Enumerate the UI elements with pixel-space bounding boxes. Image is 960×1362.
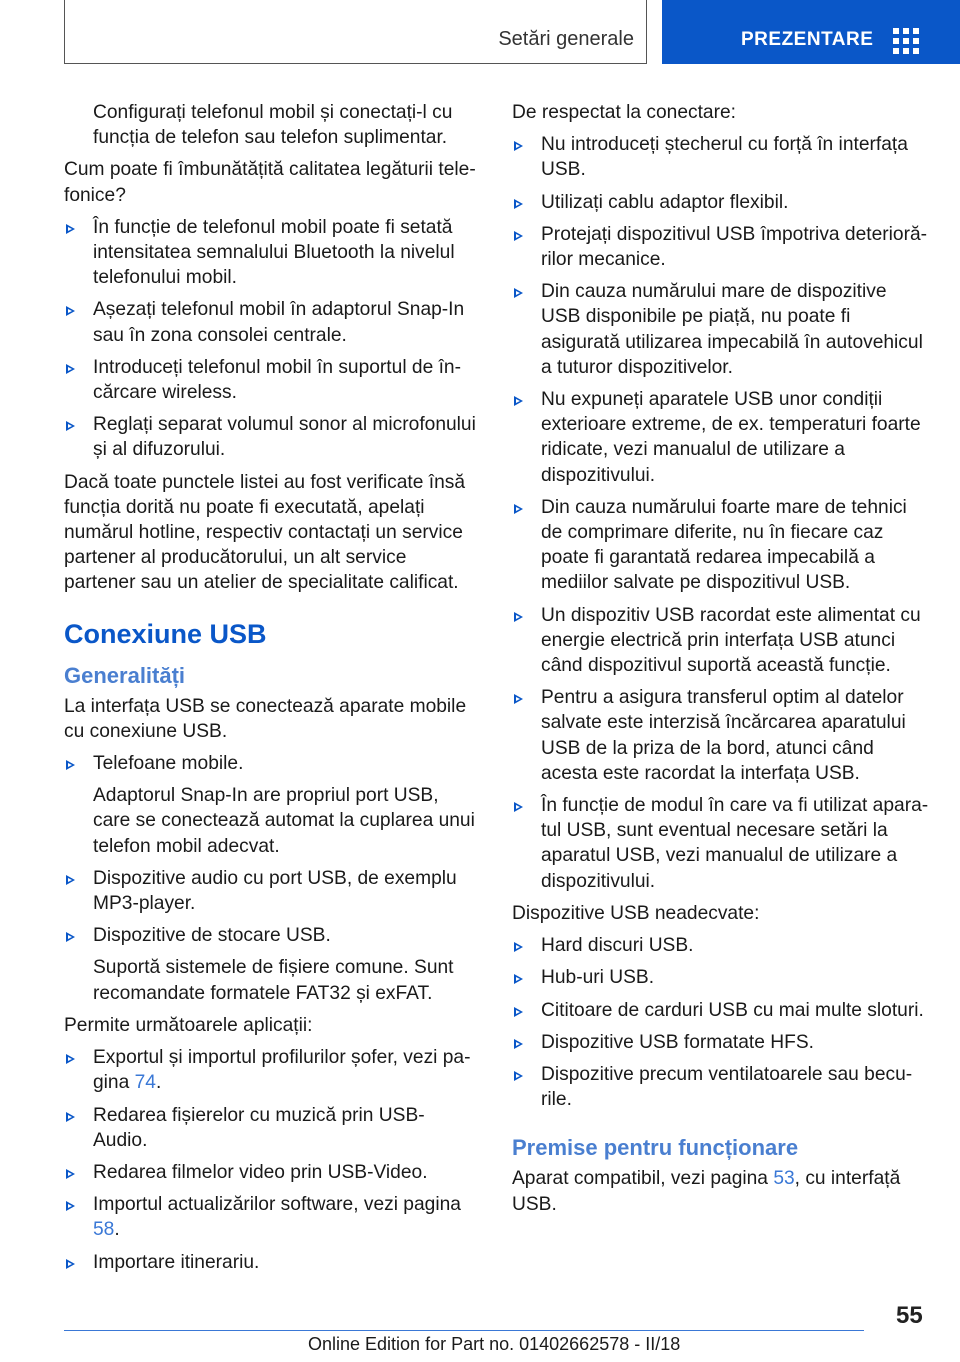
list-item: Pentru a asigura transferul optim al datelor salvate este interzisă încărcarea aparatului USB de la priza de la bord, atunci când acesta este racordat la interfața USB. xyxy=(512,685,930,786)
list-item: Dispozitive audio cu port USB, de exemplu MP3-player. xyxy=(64,866,479,916)
unsuitable-title: Dispozitive USB neadecvate: xyxy=(512,902,760,924)
triangle-bullet-icon xyxy=(66,1201,75,1211)
list-item: Așezați telefonul mobil în adaptorul Snap-In sau în zona consolei centrale. xyxy=(64,297,479,347)
footer-divider xyxy=(64,1330,864,1331)
list-item: În funcție de modul în care va fi utilizat aparatul USB, sunt eventual necesare setări la aparatul USB, vezi manualul de utilizare a dispozitivului. xyxy=(512,793,930,894)
list-item: Telefoane mobile. Adaptorul Snap-In are propriul port USB, care se conectează automat la cuplarea unui telefon mobil adecvat. xyxy=(64,751,479,859)
triangle-bullet-icon xyxy=(514,396,523,406)
section-heading: Conexiune USB xyxy=(64,618,267,649)
list-item: Protejați dispozitivul USB împotriva deteriorărilor mecanice. xyxy=(512,222,930,272)
list-item: Introduceți telefonul mobil în suportul de încărcare wireless. xyxy=(64,355,479,405)
triangle-bullet-icon xyxy=(514,504,523,514)
list-item: Utilizați cablu adaptor flexibil. xyxy=(512,190,930,215)
triangle-bullet-icon xyxy=(66,306,75,316)
triangle-bullet-icon xyxy=(514,612,523,622)
unsuitable-list xyxy=(512,933,930,1112)
connect-list xyxy=(512,132,930,894)
list-item-note: Suportă sistemele de fișiere comune. Sunt recomandate formatele FAT32 și exFAT. xyxy=(93,957,454,1004)
list-item: Cititoare de carduri USB cu mai multe sloturi. xyxy=(512,998,930,1023)
page-number: 55 xyxy=(896,1302,923,1329)
triangle-bullet-icon xyxy=(514,288,523,298)
list-item: Importare itinerariu. xyxy=(64,1250,479,1275)
triangle-bullet-icon xyxy=(66,932,75,942)
triangle-bullet-icon xyxy=(514,802,523,812)
page-link[interactable]: 53 xyxy=(773,1168,795,1190)
devices-list xyxy=(64,751,479,1006)
grid-icon[interactable] xyxy=(893,28,919,54)
hotline-text: Dacă toate punctele listei au fost verificate însă funcția dorită nu poate fi executată, apelați numărul hotline, respectiv contactați un service partener al producătorului, un alt service partener sau un atelier de specialitate calificat. xyxy=(64,471,466,594)
apps-list xyxy=(64,1045,479,1275)
list-item: Hub-uri USB. xyxy=(512,965,930,990)
footer-edition: Online Edition for Part no. 01402662578 - II/18 xyxy=(308,1334,681,1354)
premise-text: Aparat compatibil, vezi pagina 53, cu interfață USB. xyxy=(512,1168,901,1215)
triangle-bullet-icon xyxy=(514,694,523,704)
list-item: Dispozitive de stocare USB. Suportă sistemele de fișiere comune. Sunt recomandate formatele FAT32 și exFAT. xyxy=(64,923,479,1006)
triangle-bullet-icon xyxy=(514,942,523,952)
triangle-bullet-icon xyxy=(514,1071,523,1081)
list-item: Hard discuri USB. xyxy=(512,933,930,958)
list-item: Nu introduceți ștecherul cu forță în interfața USB. xyxy=(512,132,930,182)
triangle-bullet-icon xyxy=(66,1112,75,1122)
header-chapter-title: PREZENTARE xyxy=(741,29,874,50)
page-link[interactable]: 58 xyxy=(93,1219,115,1241)
apps-intro-text: Permite următoarele aplicații: xyxy=(64,1014,313,1036)
header-section-box xyxy=(64,0,647,64)
list-item: Din cauza numărului foarte mare de tehnici de comprimare diferite, nu în fiecare caz poate fi garantată redarea impecabilă a mediilor salvate pe dispozitivul USB. xyxy=(512,495,930,596)
triangle-bullet-icon xyxy=(514,199,523,209)
list-item: Dispozitive precum ventilatoarele sau becurile. xyxy=(512,1062,930,1112)
right-column xyxy=(512,100,930,1224)
list-item: În funcție de telefonul mobil poate fi setată intensitatea semnalului Bluetooth la nivelul telefonului mobil. xyxy=(64,215,479,291)
connect-title: De respectat la conectare: xyxy=(512,102,736,123)
list-item-note: Adaptorul Snap-In are propriul port USB, care se conectează automat la cuplarea unui telefon mobil adecvat. xyxy=(93,785,475,857)
triangle-bullet-icon xyxy=(66,1169,75,1179)
header-section-title: Setări generale xyxy=(498,28,634,50)
list-item: Redarea filmelor video prin USB-Video. xyxy=(64,1160,479,1185)
list-item: Redarea fișierelor cu muzică prin USB-Audio. xyxy=(64,1103,479,1153)
tips-list xyxy=(64,215,479,463)
triangle-bullet-icon xyxy=(66,1259,75,1269)
triangle-bullet-icon xyxy=(66,421,75,431)
list-item: Nu expuneți aparatele USB unor condiții exterioare extreme, de ex. temperaturi foarte ridicate, vezi manualul de utilizare a dispozitivului. xyxy=(512,387,930,488)
triangle-bullet-icon xyxy=(514,1007,523,1017)
question-text: Cum poate fi îmbunătățită calitatea legăturii telefonice? xyxy=(64,159,476,206)
triangle-bullet-icon xyxy=(66,224,75,234)
list-item: Dispozitive USB formatate HFS. xyxy=(512,1030,930,1055)
list-item: Din cauza numărului mare de dispozitive USB disponibile pe piață, nu poate fi asigurată utilizarea impecabilă în autovehicul a tuturor dispozitivelor. xyxy=(512,279,930,380)
list-item: Un dispozitiv USB racordat este alimentat cu energie electrică prin interfața USB atunci când dispozitivul suportă această funcție. xyxy=(512,603,930,679)
subsection-heading: Premise pentru funcționare xyxy=(512,1135,799,1161)
header-chapter-tab[interactable] xyxy=(662,0,960,64)
triangle-bullet-icon xyxy=(514,141,523,151)
triangle-bullet-icon xyxy=(66,1054,75,1064)
list-item: Reglați separat volumul sonor al microfonului și al difuzorului. xyxy=(64,412,479,462)
page-header xyxy=(0,0,960,66)
triangle-bullet-icon xyxy=(66,760,75,770)
subsection-heading: Generalități xyxy=(64,662,186,688)
triangle-bullet-icon xyxy=(514,1039,523,1049)
triangle-bullet-icon xyxy=(514,231,523,241)
triangle-bullet-icon xyxy=(66,364,75,374)
intro-text: Configurați telefonul mobil și conectați-l cu funcția de telefon sau telefon suplimentar. xyxy=(93,102,453,149)
triangle-bullet-icon xyxy=(514,974,523,984)
list-item: Exportul și importul profilurilor șofer, vezi pagina 74. xyxy=(64,1045,479,1095)
left-column xyxy=(64,100,479,1282)
triangle-bullet-icon xyxy=(66,875,75,885)
list-item: Importul actualizărilor software, vezi pagina 58. xyxy=(64,1192,479,1242)
usb-intro-text: La interfața USB se conectează aparate mobile cu conexiune USB. xyxy=(64,695,467,742)
page-link[interactable]: 74 xyxy=(134,1072,156,1094)
